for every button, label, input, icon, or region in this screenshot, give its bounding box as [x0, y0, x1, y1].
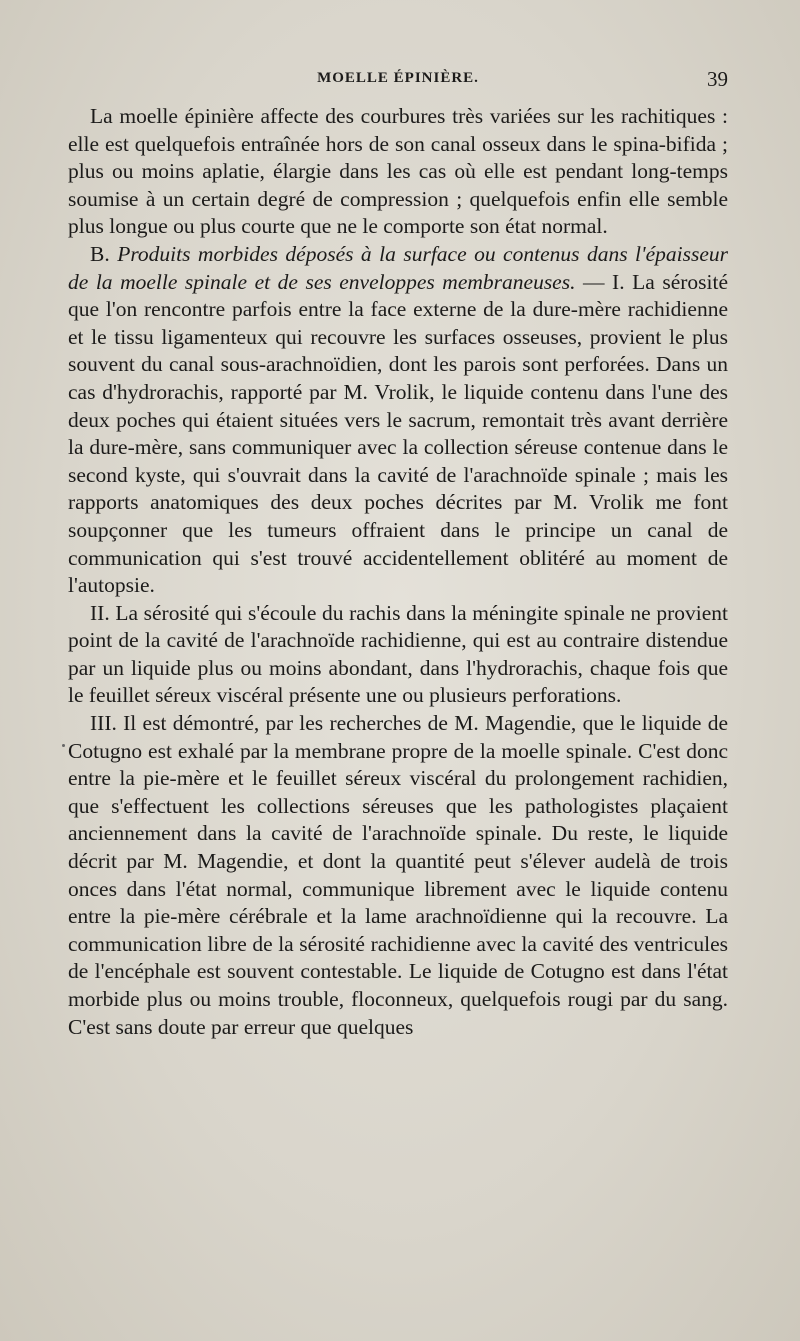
paragraph-spinal-cord-curvatures: La moelle épinière affecte des courbures très variées sur les rachitiques : elle est quelquefois entraînée hors de son canal osseux dans le spina-bifida ; plus ou moins aplatie, élargie dans les cas où elle est pendant long-temps soumise à un certain degré de compression ; quelquefois enfin elle semble plus longue ou plus courte que ne le comporte son état normal.: [68, 104, 728, 239]
page-number: 39: [707, 67, 728, 91]
section-heading: Produits morbides déposés à la surface ou contenus dans l'épaisseur de la moelle spinale et de ses enveloppes membraneuses.: [68, 241, 729, 294]
running-title: MOELLE ÉPINIÈRE.: [317, 70, 479, 86]
margin-mark: [62, 744, 65, 747]
page-body: [68, 103, 728, 1041]
paragraph-serosity-i: — I. La sérosité que l'on rencontre parfois entre la face externe de la dure-mère rachidienne et le tissu ligamenteux qui recouvre les surfaces osseuses, provient le plus souvent du canal sous-arachnoïdien, dont les parois sont perforées. Dans un cas d'hydrorachis, rapporté par M. Vrolik, le liquide contenu dans l'une des deux poches qui étaient situées vers le sacrum, remontait très avant derrière la dure-mère, sans communiquer avec la collection séreuse contenue dans le second kyste, qui s'ouvrait dans la cavité de l'arachnoïde spinale ; mais les rapports anatomiques des deux poches décrites par M. Vrolik me font soupçonner que les tumeurs offraient dans le principe un canal de communication qui s'est trouvé accidentellement oblitéré au moment de l'autopsie.: [68, 269, 729, 598]
page-header: [68, 67, 728, 96]
paragraph-morbid-products: [68, 241, 728, 600]
paragraph-cotugno-iii: III. Il est démontré, par les recherches de M. Magendie, que le liquide de Cotugno est exhalé par la membrane propre de la moelle spinale. C'est donc entre la pie-mère et le feuillet séreux viscéral du prolongement rachidien, que s'effectuent les collections séreuses que les pathologistes plaçaient anciennement dans la cavité de l'arachnoïde spinale. Du reste, le liquide décrit par M. Magendie, et dont la quantité peut s'élever audelà de trois onces dans l'état normal, communique librement avec le liquide contenu entre la pie-mère cérébrale et la lame arachnoïdienne qui la recouvre. La communication libre de la sérosité rachidienne avec la cavité des ventricules de l'encéphale est souvent contestable. Le liquide de Cotugno est dans l'état morbide plus ou moins trouble, floconneux, quelquefois rougi par du sang. C'est sans doute par erreur que quelques: [68, 711, 728, 1039]
section-letter: B.: [90, 241, 110, 266]
paragraph-serosity-ii: II. La sérosité qui s'écoule du rachis dans la méningite spinale ne provient point de la cavité de l'arachnoïde rachidienne, qui est au contraire distendue par un liquide plus ou moins abondant, dans l'hydrorachis, chaque fois que le feuillet séreux viscéral présente une ou plusieurs perforations.: [68, 600, 728, 708]
